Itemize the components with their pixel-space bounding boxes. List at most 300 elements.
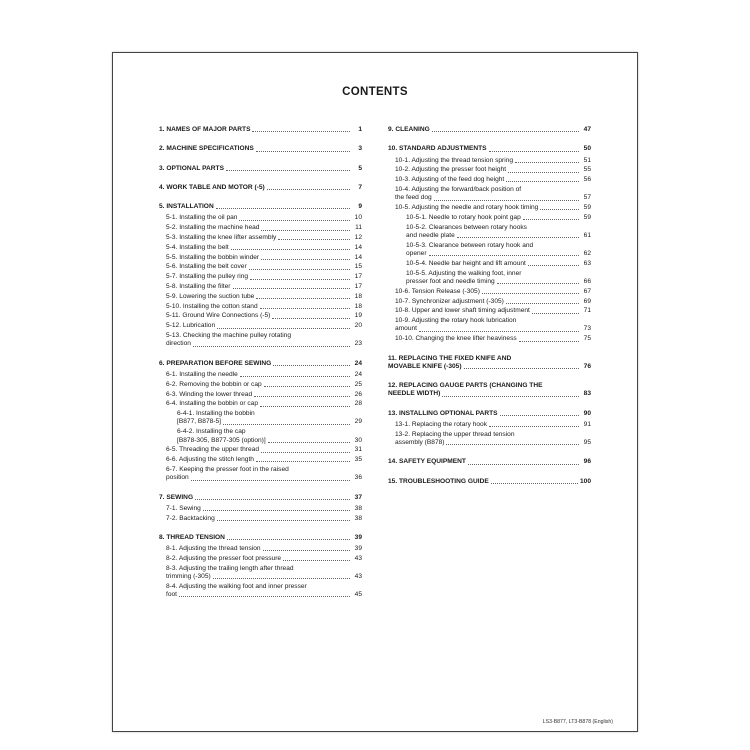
toc-section [159,360,362,483]
toc-entry-text: 13-1. Replacing the rotary hook [395,421,488,429]
toc-page-number: 18 [354,302,362,310]
toc-entry-line [388,126,591,134]
dot-leader [217,520,350,521]
toc-section [388,126,591,134]
toc-page-number: 28 [354,400,362,408]
toc-entry-line [166,515,362,523]
toc-page-number: 24 [354,359,362,367]
toc-section-heading [388,145,591,153]
toc-entry-text: 5-11. Ground Wire Connections (-5) [166,312,271,320]
toc-subentry [159,456,362,464]
toc-entry-line [166,573,362,581]
toc-section-heading [159,145,362,153]
toc-subentry [159,371,362,379]
toc-entry-text: 6-1. Installing the needle [166,370,238,378]
dot-leader [195,499,350,500]
toc-page-number: 17 [354,283,362,291]
dot-leader [239,220,350,221]
dot-leader [250,279,350,280]
dot-leader [506,303,579,304]
toc-left-column [159,126,362,610]
toc-entry-text: 5-10. Installing the cotton stand [166,302,258,310]
toc-entry-line [166,340,362,348]
dot-leader [278,239,350,240]
toc-entry-line [166,234,362,242]
dot-leader [263,550,350,551]
toc-entry-text: 9. CLEANING [388,126,430,133]
dot-leader [254,396,350,397]
dot-leader [268,442,350,443]
page-footer: LS3-B877, LT3-B878 (English) [542,719,613,725]
toc-entry-text: 5-7. Installing the pulley ring [166,273,249,281]
dot-leader [491,483,578,484]
toc-entry-text: 10-5-5. Adjusting the walking foot, inner [406,269,522,277]
toc-entry-text: 13-2. Replacing the upper thread tension [395,430,515,438]
toc-entry-text: 10-5-1. Needle to rotary hook point gap [406,213,521,221]
dot-leader [434,200,579,201]
dot-leader [506,181,579,182]
toc-subentry [159,322,362,330]
dot-leader [540,209,579,210]
toc-entry-line [395,204,591,212]
toc-subentry [159,583,362,600]
toc-subentry [159,214,362,222]
toc-page-number: 61 [583,231,591,239]
toc-section [159,145,362,153]
dot-leader [432,131,579,132]
dot-leader [267,189,350,190]
toc-entry-line [166,446,362,454]
toc-entry-line [395,307,591,315]
toc-entry-text-cont: assembly (B878) [395,439,445,447]
toc-page-number: 50 [583,145,591,153]
toc-entry-text: 5-13. Checking the machine pulley rotating [166,332,291,340]
toc-entry-text: 1. NAMES OF MAJOR PARTS [159,126,251,133]
dot-leader [264,386,350,387]
toc-entry-text: 10-6. Tension Release (-305) [395,287,480,295]
toc-entry-text: 4. WORK TABLE AND MOTOR (-5) [159,183,265,191]
toc-subentry [388,335,591,343]
toc-page-number: 90 [583,409,591,417]
toc-entry-line [166,400,362,408]
dot-leader [528,265,579,266]
toc-section [388,410,591,448]
toc-page-number: 3 [358,145,362,153]
toc-entry-line [159,145,362,153]
toc-page-number: 57 [583,194,591,202]
toc-subentry [159,446,362,454]
toc-page-number: 75 [583,335,591,343]
toc-entry-line [166,293,362,301]
toc-entry-line [166,505,362,513]
dot-leader [256,298,350,299]
toc-entry-text: 5. INSTALLATION [159,203,214,211]
toc-section-heading [388,355,591,372]
toc-entry-text-cont: the feed dog [395,194,432,202]
toc-entry-text-cont: and needle plate [406,231,455,239]
dot-leader [260,308,350,309]
toc-entry-text: 5-12. Lubrication [166,322,216,330]
toc-entry-line [388,145,591,153]
toc-section-heading [388,382,591,399]
toc-entry-line [406,278,591,286]
toc-subentry [159,263,362,271]
dot-leader [519,341,579,342]
toc-page-number: 9 [358,203,362,211]
toc-page-number: 45 [354,591,362,599]
toc-page-number: 23 [354,340,362,348]
toc-entry-line [166,545,362,553]
dot-leader [217,328,350,329]
toc-entry-text: 10-1. Adjusting the thread tension spring [395,156,514,164]
toc-entry-text: 10-8. Upper and lower shaft timing adjustment [395,307,530,315]
toc-entry-text: 10-9. Adjusting the rotary hook lubrication [395,317,517,325]
toc-entry-text: 5-6. Installing the belt cover [166,263,247,271]
toc-page-number: 1 [358,126,362,133]
dot-leader [233,288,350,289]
toc-entry-line [166,391,362,399]
toc-entry-text: 11. REPLACING THE FIXED KNIFE AND [388,354,512,362]
dot-leader [252,131,350,132]
toc-entry-text: 8. THREAD TENSION [159,533,225,541]
toc-section-heading [159,360,362,368]
dot-leader [256,151,350,152]
dot-leader [497,283,579,284]
toc-subentry [388,166,591,174]
toc-entry-line [166,474,362,482]
toc-entry-line [159,126,362,134]
toc-entry-line [166,303,362,311]
toc-entry-text: 13. INSTALLING OPTIONAL PARTS [388,409,498,417]
toc-entry-text: 10-4. Adjusting the forward/back position of [395,185,522,193]
toc-section [159,494,362,523]
toc-page-number: 63 [583,259,591,267]
dot-leader [226,170,350,171]
toc-entry-text: 8-2. Adjusting the presser foot pressure [166,554,282,562]
dot-leader [489,426,579,427]
toc-section-heading [388,410,591,418]
toc-entry-text: 8-3. Adjusting the trailing length after thread [166,564,294,572]
toc-entry-text: 8-1. Adjusting the thread tension [166,545,261,553]
toc-page-number: 56 [583,176,591,184]
toc-entry-text: 5-1. Installing the oil pan [166,214,238,222]
toc-section [159,534,362,600]
toc-page-number: 95 [583,439,591,447]
toc-entry-text: 5-4. Installing the belt [166,243,229,251]
toc-subentry [159,466,362,483]
dot-leader [482,293,579,294]
toc-page-number: 71 [583,307,591,315]
toc-entry-text: 8-4. Adjusting the walking foot and inner presser [166,582,307,590]
toc-entry-text: 10-7. Synchronizer adjustment (-305) [395,297,504,305]
toc-subsubentry [159,428,362,445]
toc-entry-line [395,421,591,429]
toc-entry-text-cont: trimming (-305) [166,573,211,581]
toc-subentry [159,244,362,252]
toc-page-number: 38 [354,504,362,512]
toc-entry-text: 10-5-2. Clearances between rotary hooks [406,223,527,231]
toc-page-number: 30 [354,436,362,444]
toc-page-number: 17 [354,273,362,281]
toc-entry-line [166,283,362,291]
toc-entry-text-cont: direction [166,340,191,348]
toc-section-heading [388,458,591,466]
toc-entry-line [166,591,362,599]
toc-entry-line [395,194,591,202]
toc-page-number: 36 [354,474,362,482]
toc-subsubentry [388,242,591,259]
toc-entry-line [159,184,362,192]
toc-entry-text: 12. REPLACING GAUGE PARTS (CHANGING THE [388,382,543,390]
dot-leader [261,259,350,260]
toc-entry-line [406,214,591,222]
toc-entry-line [166,244,362,252]
toc-entry-text-cont: [B877, B878-5] [177,418,221,426]
toc-section [159,184,362,192]
toc-page-number: 20 [354,322,362,330]
toc-entry-line [395,157,591,165]
toc-entry-line [166,371,362,379]
toc-section-heading [159,126,362,134]
toc-page-number: 62 [583,250,591,258]
toc-subentry [388,204,591,212]
toc-entry-line [395,298,591,306]
dot-leader [442,396,579,397]
toc-entry-text: 5-9. Lowering the suction tube [166,292,255,300]
toc-subentry [159,283,362,291]
toc-page-number: 14 [354,243,362,251]
toc-entry-text: 10-5-4. Needle bar height and lift amount [406,259,526,267]
toc-page-number: 96 [583,458,591,466]
toc-entry-line [159,534,362,542]
toc-subentry [388,186,591,203]
dot-leader [457,237,579,238]
toc-entry-text: 3. OPTIONAL PARTS [159,164,224,172]
toc-section-heading [159,494,362,502]
toc-subsubentry [388,260,591,268]
toc-page-number: 31 [354,446,362,454]
dot-leader [446,444,579,445]
toc-page-number: 29 [354,418,362,426]
toc-entry-line [166,224,362,232]
toc-subentry [159,293,362,301]
toc-entry-text: 6-5. Threading the upper thread [166,446,259,454]
dot-leader [203,510,350,511]
toc-subsubentry [388,224,591,241]
page-title: CONTENTS [342,86,408,98]
toc-entry-line [166,214,362,222]
toc-entry-text: 10-2. Adjusting the presser foot height [395,166,507,174]
toc-entry-line [395,166,591,174]
toc-entry-text: 10-5. Adjusting the needle and rotary hook timing [395,204,539,212]
toc-page-number: 12 [354,234,362,242]
toc-entry-text: 6-3. Winding the lower thread [166,390,253,398]
toc-entry-line [159,165,362,173]
dot-leader [273,365,350,366]
toc-entry-line [388,363,591,371]
toc-entry-line [388,458,591,466]
toc-page-number: 7 [358,183,362,191]
toc-subentry [388,176,591,184]
toc-subentry [159,303,362,311]
toc-entry-line [388,390,591,398]
toc-subentry [388,307,591,315]
toc-entry-line [406,260,591,268]
toc-entry-line [395,176,591,184]
toc-entry-text: 7-1. Sewing [166,504,201,512]
toc-entry-text: 5-3. Installing the knee lifter assembly [166,234,277,242]
toc-subentry [159,400,362,408]
toc-entry-text: 5-8. Installing the filter [166,283,231,291]
dot-leader [532,313,579,314]
toc-page-number: 14 [354,253,362,261]
toc-page-number: 39 [354,545,362,553]
toc-entry-line [395,439,591,447]
toc-subentry [159,555,362,563]
toc-section-heading [159,203,362,211]
dot-leader [261,452,350,453]
toc-page-number: 5 [358,164,362,172]
dot-leader [227,539,350,540]
toc-subentry [159,565,362,582]
toc-page-number: 24 [354,370,362,378]
toc-page-number: 47 [583,126,591,133]
dot-leader [464,368,579,369]
dot-leader [508,172,579,173]
toc-entry-line [159,494,362,502]
dot-leader [256,461,350,462]
toc-page-number: 10 [354,214,362,222]
toc-page-number: 18 [354,292,362,300]
toc-entry-text: 6-4-1. Installing the bobbin [177,410,255,418]
toc-entry-text-cont: opener [406,250,427,258]
toc-section [388,145,591,343]
toc-subsubentry [388,214,591,222]
toc-page-number: 73 [583,325,591,333]
dot-leader [240,376,350,377]
toc-page-number: 76 [583,362,591,370]
toc-subentry [388,298,591,306]
dot-leader [249,269,350,270]
toc-entry-line [406,232,591,240]
toc-entry-line [159,360,362,368]
toc-entry-text: 7. SEWING [159,493,194,501]
toc-page-number: 25 [354,380,362,388]
dot-leader [223,424,350,425]
toc-subentry [159,545,362,553]
toc-section [159,165,362,173]
dot-leader [523,219,579,220]
toc-entry-line [166,312,362,320]
toc-subentry [159,224,362,232]
toc-subentry [388,421,591,429]
toc-entry-text: 10-5-3. Clearance between rotary hook and [406,241,534,249]
toc-section-heading [159,184,362,192]
toc-entry-line [166,456,362,464]
toc-subsubentry [388,270,591,287]
toc-page-number: 37 [354,493,362,501]
toc-section [388,478,591,486]
dot-leader [429,255,579,256]
dot-leader [272,318,350,319]
dot-leader [515,162,579,163]
toc-subentry [159,391,362,399]
toc-entry-text: 10. STANDARD ADJUSTMENTS [388,145,487,153]
toc-page-number: 100 [579,477,591,485]
toc-entry-line [388,410,591,418]
toc-subentry [388,288,591,296]
toc-entry-text: 5-5. Installing the bobbin winder [166,253,260,261]
dot-leader [216,208,350,209]
toc-subentry [388,317,591,334]
toc-page-number: 83 [583,390,591,398]
toc-subentry [388,431,591,448]
toc-page-number: 91 [583,421,591,429]
dot-leader [179,596,350,597]
toc-entry-text: 6. PREPARATION BEFORE SEWING [159,359,272,367]
toc-entry-line [166,273,362,281]
toc-page-number: 43 [354,573,362,581]
toc-entry-text-cont: [B878-305, B877-305 (option)] [177,436,266,444]
toc-entry-line [166,254,362,262]
toc-section-heading [159,165,362,173]
toc-page-number: 35 [354,456,362,464]
dot-leader [500,415,579,416]
toc-page-number: 43 [354,554,362,562]
toc-entry-text: 5-2. Installing the machine head [166,224,260,232]
toc-entry-line [166,381,362,389]
toc-page-number: 15 [354,263,362,271]
dot-leader [419,331,579,332]
toc-section-heading [388,478,591,486]
toc-page-number: 11 [355,224,362,232]
toc-section-heading [388,126,591,134]
dot-leader [489,151,579,152]
toc-entry-line [395,288,591,296]
dot-leader [468,464,579,465]
toc-page-number: 55 [583,166,591,174]
toc-entry-line [388,478,591,486]
toc-page-number: 67 [583,287,591,295]
toc-page-number: 38 [354,514,362,522]
toc-entry-text-cont: position [166,474,189,482]
toc-subentry [159,505,362,513]
toc-entry-line [159,203,362,211]
toc-section [388,355,591,372]
toc-entry-line [177,437,362,445]
toc-subentry [159,515,362,523]
dot-leader [193,346,350,347]
toc-entry-text-cont: amount [395,325,417,333]
toc-entry-text: 15. TROUBLESHOOTING GUIDE [388,477,489,485]
toc-entry-line [166,263,362,271]
toc-subentry [159,332,362,349]
toc-page-number: 59 [583,204,591,212]
toc-entry-text-cont: NEEDLE WIDTH) [388,390,441,398]
dot-leader [260,406,350,407]
toc-subentry [159,312,362,320]
toc-entry-line [406,250,591,258]
toc-entry-text: 6-6. Adjusting the stitch length [166,456,254,464]
dot-leader [191,480,350,481]
toc-section [388,382,591,399]
toc-entry-text-cont: presser foot and needle timing [406,277,495,285]
dot-leader [283,560,350,561]
toc-entry-text: 6-4-2. Installing the cap [177,428,246,436]
dot-leader [213,578,350,579]
toc-page-number: 26 [354,390,362,398]
toc-entry-line [166,555,362,563]
